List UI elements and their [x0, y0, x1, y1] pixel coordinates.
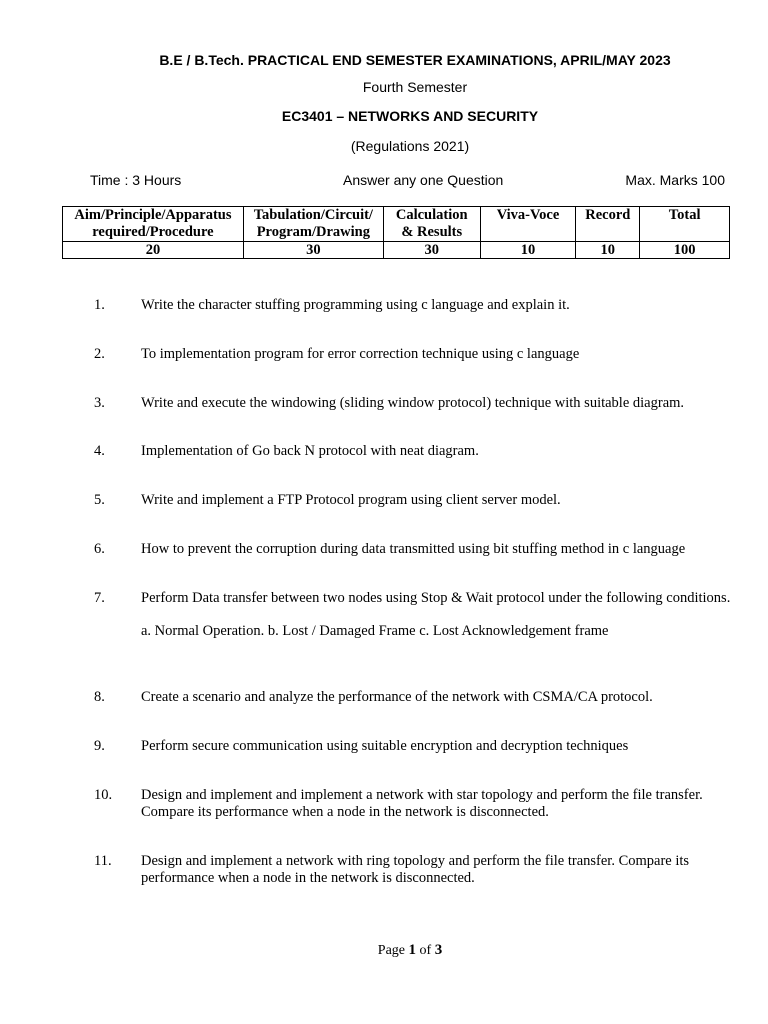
page-number: 1	[408, 942, 417, 958]
table-cell: 10	[480, 242, 576, 259]
question-number: 7.	[94, 590, 105, 606]
table-cell: 10	[576, 242, 640, 259]
question-text: Write the character stuffing programming using c language and explain it.	[141, 297, 570, 313]
question-number: 5.	[94, 492, 105, 508]
table-header-cell: Record	[576, 207, 640, 242]
exam-title: B.E / B.Tech. PRACTICAL END SEMESTER EXAMINATIONS, APRIL/MAY 2023	[159, 52, 671, 68]
table-header-cell: Total	[640, 207, 730, 242]
question-number: 11.	[94, 853, 112, 869]
of-label: of	[419, 943, 432, 958]
question-text: Design and implement a network with ring topology and perform the file transfer. Compare its performance when a node in the network is disconnected.	[141, 853, 690, 886]
time-label: Time : 3 Hours	[90, 172, 182, 188]
page-label: Page	[377, 943, 406, 958]
question-sub-text: a. Normal Operation. b. Lost / Damaged Frame c. Lost Acknowledgement frame	[141, 623, 609, 639]
question-text	[141, 590, 741, 640]
question-number: 9.	[94, 738, 105, 754]
table-row	[63, 242, 730, 259]
question-number: 8.	[94, 689, 105, 705]
marks-distribution-table	[62, 206, 730, 259]
page-total: 3	[434, 942, 443, 958]
table-header-cell: Viva-Voce	[480, 207, 576, 242]
table-cell: 100	[640, 242, 730, 259]
question-number: 10.	[94, 787, 113, 803]
table-header-cell: Aim/Principle/Apparatus required/Procedure	[63, 207, 244, 242]
course-title: EC3401 – NETWORKS AND SECURITY	[281, 108, 539, 124]
question-text: To implementation program for error correction technique using c language	[141, 346, 580, 362]
question-text: Write and implement a FTP Protocol program using client server model.	[141, 492, 561, 508]
max-marks-label: Max. Marks 100	[625, 172, 725, 188]
regulations-label: (Regulations 2021)	[350, 138, 470, 154]
table-header-cell: Calculation & Results	[383, 207, 480, 242]
question-text: Create a scenario and analyze the performance of the network with CSMA/CA protocol.	[141, 689, 653, 705]
question-text: Write and execute the windowing (sliding window protocol) technique with suitable diagram.	[141, 395, 685, 411]
question-number: 3.	[94, 395, 105, 411]
question-number: 4.	[94, 443, 105, 459]
question-number: 6.	[94, 541, 105, 557]
table-cell: 20	[63, 242, 244, 259]
instruction-label: Answer any one Question	[343, 172, 504, 188]
question-number: 2.	[94, 346, 105, 362]
table-header-row	[63, 207, 730, 242]
question-text: Perform secure communication using suitable encryption and decryption techniques	[141, 738, 629, 754]
question-main-text: Perform Data transfer between two nodes using Stop & Wait protocol under the following conditions.	[141, 590, 731, 606]
question-number: 1.	[94, 297, 105, 313]
page-footer	[0, 942, 768, 959]
question-text: Implementation of Go back N protocol with neat diagram.	[141, 443, 479, 459]
table-cell: 30	[243, 242, 383, 259]
question-text: How to prevent the corruption during data transmitted using bit stuffing method in c language	[141, 541, 686, 557]
question-text: Design and implement and implement a network with star topology and perform the file transfer. Compare its performance when a node in the network is disconnected.	[141, 787, 703, 820]
table-cell: 30	[383, 242, 480, 259]
semester-label: Fourth Semester	[362, 79, 468, 95]
table-header-cell: Tabulation/Circuit/ Program/Drawing	[243, 207, 383, 242]
